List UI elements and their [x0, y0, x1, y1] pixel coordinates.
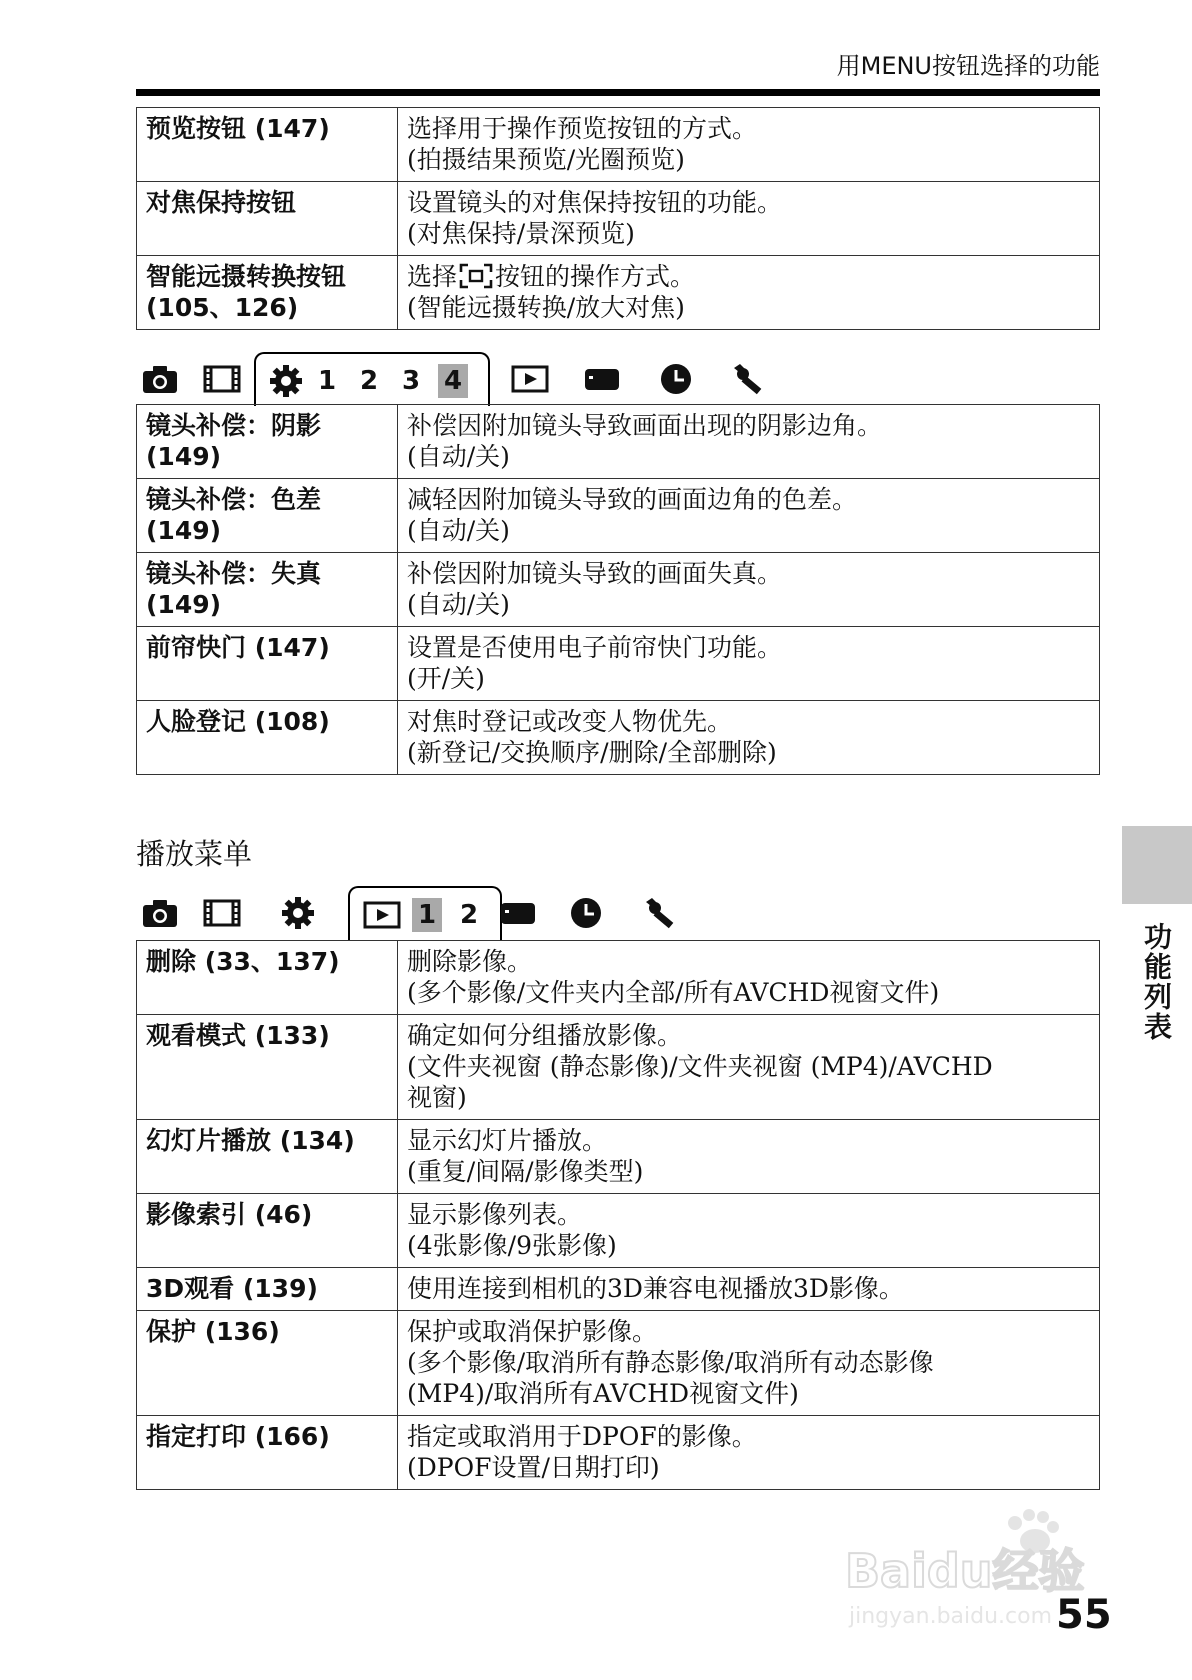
item-name: [137, 405, 398, 479]
clock-icon[interactable]: [566, 896, 606, 930]
description-line: 确定如何分组播放影像。: [407, 1021, 683, 1050]
playback-icon[interactable]: [510, 362, 550, 396]
description-line: 补偿因附加镜头导致画面出现的阴影边角。: [407, 411, 883, 440]
item-name: [137, 256, 398, 330]
item-name-line: 人脸登记 (108): [146, 707, 330, 736]
item-name-line: 影像索引 (46): [146, 1200, 313, 1229]
item-name-line: 前帘快门 (147): [146, 633, 330, 662]
page-number: 55: [1056, 1592, 1112, 1638]
item-description: [398, 1416, 1100, 1490]
table-row: [137, 701, 1100, 775]
menu-tab-bar: [136, 352, 1100, 406]
tab-custom-settings[interactable]: [254, 352, 490, 406]
section-heading-playback-menu: 播放菜单: [136, 837, 253, 871]
description-line: 减轻因附加镜头导致的画面边角的色差。: [407, 485, 858, 514]
item-name: [137, 1268, 398, 1311]
description-options: (重复/间隔/影像类型): [407, 1157, 644, 1186]
item-name-line: 智能远摄转换按钮: [146, 262, 347, 291]
wrench-icon[interactable]: [728, 362, 768, 396]
header-rule: [136, 89, 1100, 96]
custom-button-table: [136, 107, 1100, 330]
item-name: [137, 941, 398, 1015]
description-options: (开/关): [407, 664, 485, 693]
description-line: 指定或取消用于DPOF的影像。: [407, 1422, 757, 1451]
description-line: 设置是否使用电子前帘快门功能。: [407, 633, 783, 662]
item-page-ref: (149): [146, 590, 222, 619]
item-description: [398, 479, 1100, 553]
item-page-ref: (105、126): [146, 293, 299, 322]
description-options: (新登记/交换顺序/删除/全部删除): [407, 738, 777, 767]
item-description: [398, 405, 1100, 479]
side-tab-label: 功能列表: [1140, 922, 1173, 1042]
description-options: (多个影像/取消所有静态影像/取消所有动态影像: [407, 1348, 934, 1377]
item-description: [398, 553, 1100, 627]
description-suffix: 按钮的操作方式。: [495, 262, 696, 291]
film-icon[interactable]: [202, 896, 242, 930]
film-icon[interactable]: [202, 362, 242, 396]
description-options: (对焦保持/景深预览): [407, 219, 635, 248]
item-description: [398, 627, 1100, 701]
tab-page-4-selected[interactable]: 4: [438, 364, 468, 398]
item-description: [398, 256, 1100, 330]
item-page-ref: (149): [146, 516, 222, 545]
page-header-title: 用MENU按钮选择的功能: [836, 52, 1100, 80]
item-name: [137, 627, 398, 701]
gear-icon: [268, 364, 304, 398]
table-row: [137, 108, 1100, 182]
tab-playback[interactable]: [348, 886, 502, 940]
item-name-line: 保护 (136): [146, 1317, 280, 1346]
description-options: (智能远摄转换/放大对焦): [407, 293, 685, 322]
tab-page-1[interactable]: 1: [317, 366, 337, 396]
table-row: [137, 1268, 1100, 1311]
description-options: (DPOF设置/日期打印): [407, 1453, 660, 1482]
description-line: 删除影像。: [407, 947, 533, 976]
description-options: (文件夹视窗 (静态影像)/文件夹视窗 (MP4)/AVCHD: [407, 1052, 993, 1081]
description-options: (自动/关): [407, 442, 510, 471]
item-name-line: 预览按钮 (147): [146, 114, 330, 143]
card-icon[interactable]: [582, 362, 622, 396]
tab-page-2[interactable]: 2: [459, 900, 479, 930]
gear-icon[interactable]: [280, 896, 316, 930]
camera-icon[interactable]: [140, 896, 180, 930]
item-name: [137, 1416, 398, 1490]
tab-page-1-selected[interactable]: 1: [412, 898, 442, 932]
table-row: [137, 182, 1100, 256]
description-options: (自动/关): [407, 516, 510, 545]
description-options: (4张影像/9张影像): [407, 1231, 617, 1260]
table-row: [137, 1120, 1100, 1194]
item-description: [398, 1120, 1100, 1194]
table-row: [137, 1194, 1100, 1268]
watermark-url: jingyan.baidu.com: [849, 1604, 1053, 1629]
clock-icon[interactable]: [656, 362, 696, 396]
camera-icon[interactable]: [140, 362, 180, 396]
side-tab-marker: [1122, 826, 1192, 904]
playback-icon: [362, 898, 402, 932]
description-line: 显示影像列表。: [407, 1200, 583, 1229]
tab-page-2[interactable]: 2: [359, 366, 379, 396]
table-row: [137, 941, 1100, 1015]
item-page-ref: (149): [146, 442, 222, 471]
smart-zoom-icon: [459, 263, 493, 289]
watermark-brand: Baidu经验: [845, 1544, 1085, 1598]
table-row: [137, 1311, 1100, 1416]
item-name: [137, 1120, 398, 1194]
item-name-line: 3D观看 (139): [146, 1274, 318, 1303]
item-description: [398, 1194, 1100, 1268]
description-line: 保护或取消保护影像。: [407, 1317, 658, 1346]
item-name-line: 镜头补偿：阴影: [146, 411, 322, 440]
item-description: [398, 108, 1100, 182]
table-row: [137, 479, 1100, 553]
table-row: [137, 627, 1100, 701]
description-prefix: 选择: [407, 262, 458, 291]
item-name-line: 观看模式 (133): [146, 1021, 330, 1050]
description-line: 对焦时登记或改变人物优先。: [407, 707, 733, 736]
item-description: [398, 182, 1100, 256]
description-options: (拍摄结果预览/光圈预览): [407, 145, 685, 174]
table-row: [137, 553, 1100, 627]
item-name-line: 镜头补偿：失真: [146, 559, 322, 588]
item-name-line: 指定打印 (166): [146, 1422, 330, 1451]
item-description: [398, 701, 1100, 775]
item-name: [137, 108, 398, 182]
card-icon[interactable]: [498, 896, 538, 930]
item-name: [137, 553, 398, 627]
item-name: [137, 701, 398, 775]
playback-tab-bar: [136, 886, 1100, 940]
description-line: 补偿因附加镜头导致的画面失真。: [407, 559, 783, 588]
item-description: [398, 941, 1100, 1015]
table-row: [137, 1015, 1100, 1120]
item-name: [137, 479, 398, 553]
item-name: [137, 1015, 398, 1120]
table-row: [137, 405, 1100, 479]
item-name-line: 删除 (33、137): [146, 947, 340, 976]
description-line: 使用连接到相机的3D兼容电视播放3D影像。: [407, 1274, 904, 1303]
description-line: 选择用于操作预览按钮的方式。: [407, 114, 758, 143]
table-row: [137, 256, 1100, 330]
description-line: 显示幻灯片播放。: [407, 1126, 608, 1155]
item-name-line: 镜头补偿：色差: [146, 485, 322, 514]
item-description: [398, 1268, 1100, 1311]
item-name: [137, 182, 398, 256]
table-row: [137, 1416, 1100, 1490]
description-line: 设置镜头的对焦保持按钮的功能。: [407, 188, 783, 217]
item-description: [398, 1311, 1100, 1416]
item-name: [137, 1194, 398, 1268]
description-options: (多个影像/文件夹内全部/所有AVCHD视窗文件): [407, 978, 940, 1007]
wrench-icon[interactable]: [640, 896, 680, 930]
description-line: [407, 261, 1090, 292]
item-name-line: 幻灯片播放 (134): [146, 1126, 355, 1155]
description-options-cont: 视窗): [407, 1083, 467, 1112]
lens-compensation-table: [136, 404, 1100, 775]
tab-page-3[interactable]: 3: [401, 366, 421, 396]
playback-menu-table: [136, 940, 1100, 1490]
item-name-line: 对焦保持按钮: [146, 188, 297, 217]
item-name: [137, 1311, 398, 1416]
description-options: (自动/关): [407, 590, 510, 619]
item-description: [398, 1015, 1100, 1120]
description-options-cont: (MP4)/取消所有AVCHD视窗文件): [407, 1379, 799, 1408]
